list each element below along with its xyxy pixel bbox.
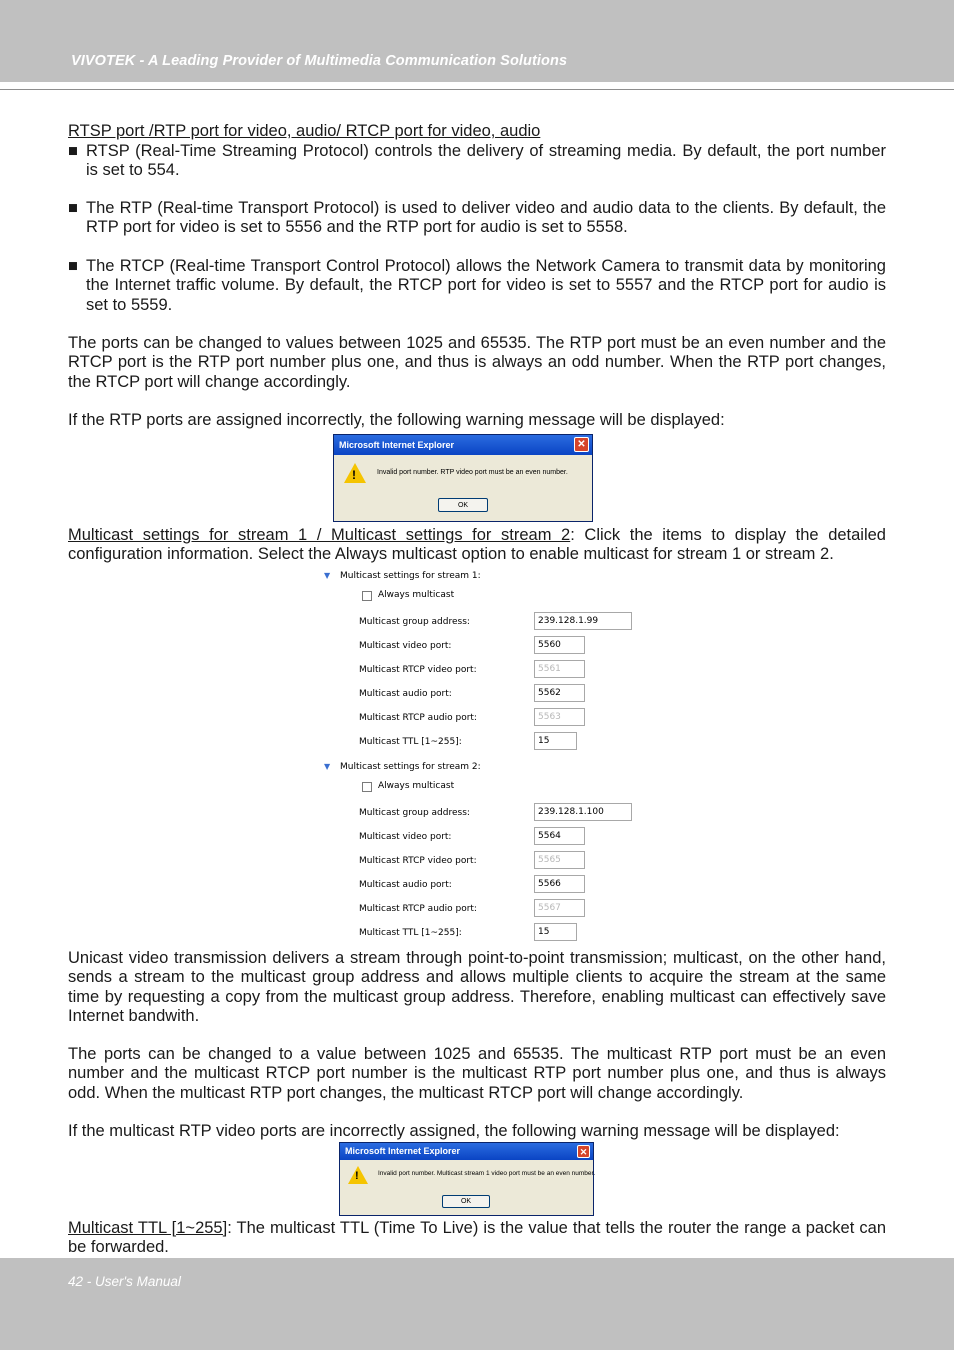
field-label: Multicast TTL [1~255]: (359, 737, 462, 747)
always-multicast-label: Always multicast (378, 590, 455, 600)
bullet-mark: ■ (68, 142, 78, 160)
bullet-text: RTSP (Real-Time Streaming Protocol) controls the delivery of streaming media. By default, the port number is set to 554. (86, 142, 886, 180)
bullet-rtp (68, 199, 886, 238)
group-address-input-2[interactable]: 239.128.1.100 (534, 803, 632, 821)
paragraph-unicast: Unicast video transmission delivers a stream through point-to-point transmission; multicast, on the other hand, sends a stream to the multicast group address and allows multiple clients to acquire the stream at the same time by requesting a copy from the multicast group address. Therefore, enabling multicast can effectively save Internet bandwith. (68, 949, 886, 1025)
audio-port-input-2[interactable]: 5566 (534, 875, 585, 893)
rtcp-video-port-input-1: 5561 (534, 660, 585, 678)
paragraph-warning-1: If the RTP ports are assigned incorrectly, the following warning message will be displayed: (68, 411, 725, 429)
ok-button[interactable]: OK (438, 498, 488, 512)
ttl-heading: Multicast TTL [1~255] (68, 1219, 228, 1237)
ttl-input-2[interactable]: 15 (534, 923, 577, 941)
page-number: 42 - User's Manual (68, 1274, 181, 1289)
bullet-rtcp (68, 257, 886, 315)
paragraph-warning-2 (68, 1122, 886, 1141)
video-port-input-1[interactable]: 5560 (534, 636, 585, 654)
chevron-down-icon[interactable]: ▼ (324, 762, 331, 771)
rtsp-heading: RTSP port /RTP port for video, audio/ RTCP port for video, audio (68, 122, 541, 140)
page-footer (0, 1258, 954, 1350)
paragraph-ports: The ports can be changed to values between 1025 and 65535. The RTP port must be an even number and the RTCP port is the RTP port number plus one, and thus is always an odd number. When the RTP port changes, the RTCP port will change accordingly. (68, 334, 886, 391)
header-title: VIVOTEK - A Leading Provider of Multimedia Communication Solutions (71, 53, 568, 69)
stream-1-title[interactable]: Multicast settings for stream 1: (340, 571, 481, 581)
dialog-message: Invalid port number. RTP video port must be an even number. (377, 469, 568, 476)
field-label: Multicast RTCP video port: (359, 856, 477, 866)
bullet-mark: ■ (68, 257, 78, 275)
dialog-message: Invalid port number. Multicast stream 1 video port must be an even number. (378, 1170, 596, 1177)
chevron-down-icon[interactable]: ▼ (324, 571, 331, 580)
close-icon[interactable]: ✕ (577, 1145, 590, 1158)
dialog-title-bar (334, 435, 592, 455)
close-icon[interactable]: ✕ (574, 437, 589, 452)
field-label: Multicast group address: (359, 808, 470, 818)
bullet-text: The RTCP (Real-time Transport Control Protocol) allows the Network Camera to transmit data by monitoring the Internet traffic volume. By default, the RTCP port for video is set to 5557 and the RTCP port for audio is set to 5559. (86, 257, 886, 314)
bullet-text: The RTP (Real-time Transport Protocol) is used to deliver video and audio data to the clients. By default, the RTP port for video is set to 5556 and the RTP port for audio is set to 5558. (86, 199, 886, 237)
ttl-input-1[interactable]: 15 (534, 732, 577, 750)
paragraph-multicast (68, 526, 886, 565)
always-multicast-label: Always multicast (378, 781, 455, 791)
warning-2-text: If the multicast RTP video ports are incorrectly assigned, the following warning message will be displayed: (68, 1122, 840, 1140)
warning-dialog-2 (339, 1142, 594, 1216)
always-multicast-checkbox-2[interactable] (362, 782, 372, 792)
ttl-description: : The multicast TTL (Time To Live) is the value that tells the router the range a packet can be forwarded. (68, 1219, 886, 1257)
warning-mark: ! (352, 468, 356, 482)
page-header (0, 0, 954, 82)
field-label: Multicast audio port: (359, 689, 452, 699)
warning-dialog-1 (333, 434, 593, 522)
rtcp-audio-port-input-2: 5567 (534, 899, 585, 917)
field-label: Multicast TTL [1~255]: (359, 928, 462, 938)
dialog-title: Microsoft Internet Explorer (339, 440, 455, 450)
multicast-settings-form (322, 568, 642, 944)
field-label: Multicast audio port: (359, 880, 452, 890)
field-label: Multicast group address: (359, 617, 470, 627)
audio-port-input-1[interactable]: 5562 (534, 684, 585, 702)
field-label: Multicast video port: (359, 641, 452, 651)
rtcp-video-port-input-2: 5565 (534, 851, 585, 869)
dialog-title: Microsoft Internet Explorer (345, 1146, 461, 1156)
dialog-title-bar (340, 1143, 593, 1160)
bullet-rtsp (68, 142, 886, 181)
always-multicast-checkbox-1[interactable] (362, 591, 372, 601)
header-divider (0, 89, 954, 90)
warning-mark: ! (355, 1170, 359, 1182)
field-label: Multicast RTCP audio port: (359, 904, 477, 914)
stream-2-title[interactable]: Multicast settings for stream 2: (340, 762, 481, 772)
ok-button[interactable]: OK (442, 1195, 490, 1208)
bullet-mark: ■ (68, 199, 78, 217)
rtcp-audio-port-input-1: 5563 (534, 708, 585, 726)
field-label: Multicast RTCP video port: (359, 665, 477, 675)
multicast-description: : Click the items to display the detailed configuration information. Select the Always multicast option to enable multicast for stream 1 or stream 2. (68, 526, 886, 564)
video-port-input-2[interactable]: 5564 (534, 827, 585, 845)
field-label: Multicast RTCP audio port: (359, 713, 477, 723)
paragraph-ttl (68, 1219, 886, 1258)
group-address-input-1[interactable]: 239.128.1.99 (534, 612, 632, 630)
field-label: Multicast video port: (359, 832, 452, 842)
multicast-heading: Multicast settings for stream 1 / Multicast settings for stream 2 (68, 526, 571, 544)
paragraph-ports-2: The ports can be changed to a value between 1025 and 65535. The multicast RTP port must be an even number and the multicast RTCP port number is the multicast RTP port number plus one, and thus is always odd. When the multicast RTP port changes, the multicast RTCP port will change accordingly. (68, 1045, 886, 1102)
